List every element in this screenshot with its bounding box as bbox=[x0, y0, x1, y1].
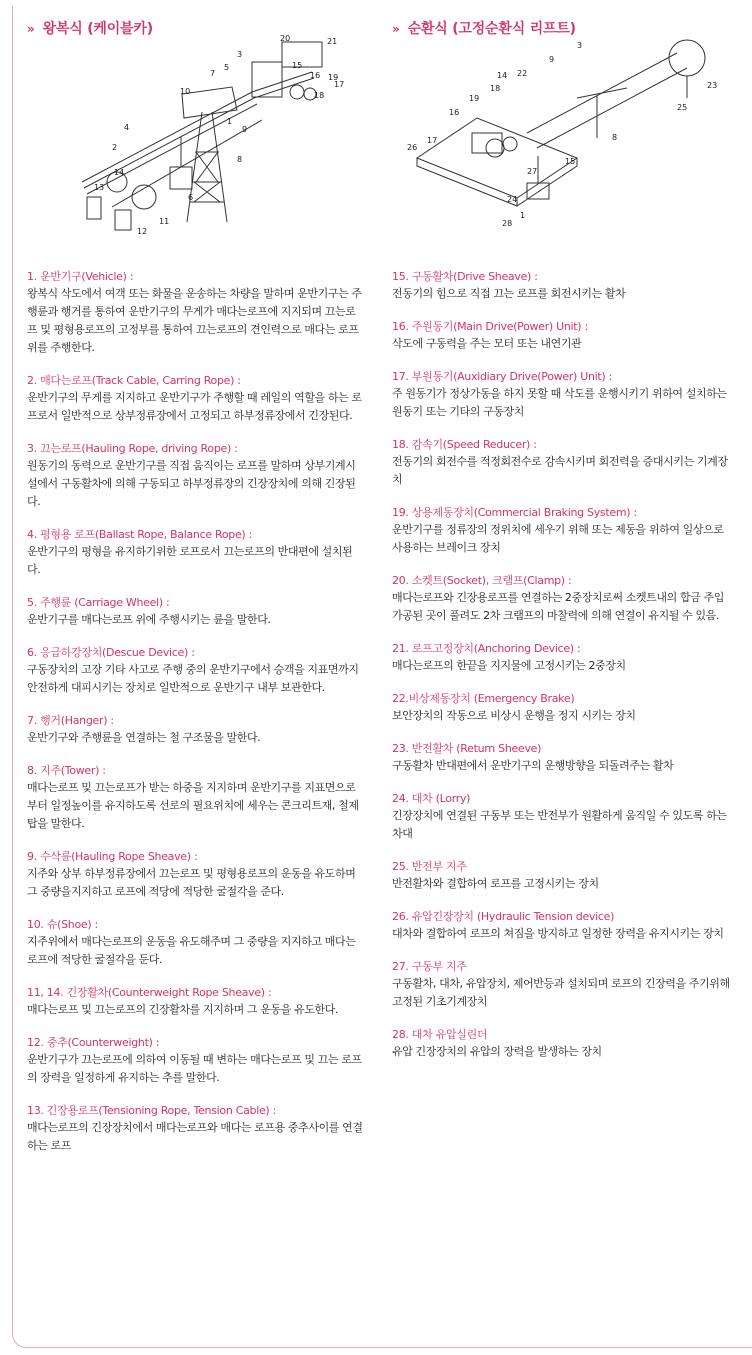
list-item bbox=[27, 372, 365, 425]
diagram-label-23: 23 bbox=[707, 81, 718, 90]
list-item bbox=[392, 908, 732, 943]
item-head: 11, 14. 긴장활차(Counterweight Rope Sheave) : bbox=[27, 986, 272, 999]
item-head: 26. 유압긴장장치 (Hydraulic Tension device) bbox=[392, 910, 615, 923]
diagram-label-26: 26 bbox=[407, 143, 418, 152]
item-body: 전동기의 힘으로 직접 끄는 로프를 회전시키는 활차 bbox=[392, 287, 626, 300]
diagram-label-1: 1 bbox=[520, 211, 526, 220]
gear-circle bbox=[503, 137, 517, 151]
item-body: 구동활차 반대편에서 운반기구의 운행방향을 되돌려주는 활차 bbox=[392, 759, 674, 772]
item-head: 13. 긴장용로프(Tensioning Rope, Tension Cable) : bbox=[27, 1104, 277, 1117]
diagram-label-16: 16 bbox=[310, 71, 321, 80]
list-item bbox=[27, 644, 365, 697]
item-head: 9. 수삭륜(Hauling Rope Sheave) : bbox=[27, 850, 198, 863]
reducer-circle bbox=[486, 139, 504, 157]
diagram-label-5: 5 bbox=[224, 63, 230, 72]
list-item bbox=[27, 712, 365, 747]
list-item bbox=[27, 594, 365, 629]
diagram-label-9: 9 bbox=[242, 125, 248, 134]
diagram-label-4: 4 bbox=[124, 123, 130, 132]
item-body: 운반기구를 정류장의 정위치에 세우기 위해 또는 제동을 위하여 일상으로 사용하는 브레이크 장치 bbox=[392, 523, 724, 554]
list-item bbox=[392, 368, 732, 421]
diagram-label-1: 1 bbox=[227, 117, 233, 126]
item-body: 구동장치의 고장 기타 사고로 주행 중의 운반기구에서 승객을 지표면까지 안전하게 대피시키는 장치로 일반적으로 운반기구 내부 보관한다. bbox=[27, 663, 359, 694]
item-head: 22.비상제동장치 (Emergency Brake) bbox=[392, 692, 575, 705]
diagram-label-27: 27 bbox=[527, 167, 538, 176]
list-item bbox=[392, 572, 732, 625]
item-head: 10. 슈(Shoe) : bbox=[27, 918, 98, 931]
diagram-label-21: 21 bbox=[327, 37, 338, 46]
diagram-label-19: 19 bbox=[469, 94, 480, 103]
right-item-list bbox=[392, 268, 732, 1076]
right-section-title bbox=[392, 18, 576, 38]
diagram-label-15: 15 bbox=[565, 157, 576, 166]
diagram-label-17: 17 bbox=[427, 136, 438, 145]
diagram-label-24: 24 bbox=[507, 195, 518, 204]
item-body: 유압 긴장장치의 유압의 장력을 발생하는 장치 bbox=[392, 1045, 602, 1058]
diagram-label-15: 15 bbox=[292, 61, 303, 70]
item-body: 매다는로프의 한끝을 지지물에 고정시키는 2중장치 bbox=[392, 659, 626, 672]
item-body: 운반기구의 평형을 유지하기위한 로프로서 끄는로프의 반대편에 설치된다. bbox=[27, 545, 353, 576]
list-item bbox=[27, 916, 365, 969]
item-body: 지주와 상부 하부정류장에서 끄는로프 및 평형용로프의 운동을 유도하며 그 중량을지지하고 로프에 적당에 적당한 굴절각을 준다. bbox=[27, 867, 356, 898]
item-head: 21. 로프고정장치(Anchoring Device) : bbox=[392, 642, 581, 655]
base-frame-side bbox=[417, 158, 577, 206]
list-item bbox=[392, 690, 732, 725]
item-head: 24. 대차 (Lorry) bbox=[392, 792, 471, 805]
item-head: 18. 감속기(Speed Reducer) : bbox=[392, 438, 537, 451]
item-head: 17. 부원동기(Auxidiary Drive(Power) Unit) : bbox=[392, 370, 613, 383]
item-body: 삭도에 구동력을 주는 모터 또는 내연기관 bbox=[392, 337, 582, 350]
list-item bbox=[392, 1026, 732, 1061]
list-item bbox=[27, 1034, 365, 1087]
diagram-label-18: 18 bbox=[314, 91, 325, 100]
diagram-label-14: 14 bbox=[114, 168, 125, 177]
item-head: 7. 행거(Hanger) : bbox=[27, 714, 114, 727]
item-body: 매다는로프의 긴장장치에서 매다는로프와 매다는 로프용 중추사이를 연결하는 로프 bbox=[27, 1121, 363, 1152]
list-item bbox=[392, 790, 732, 843]
item-body: 지주위에서 매다는로프의 운동을 유도해주며 그 중량을 지지하고 매다는로프에 적당한 굴절각을 둔다. bbox=[27, 935, 356, 966]
diagram-label-3: 3 bbox=[577, 41, 583, 50]
item-head: 19. 상용제동장치(Commercial Braking System) : bbox=[392, 506, 637, 519]
item-head: 5. 주행륜 (Carriage Wheel) : bbox=[27, 596, 170, 609]
item-head: 1. 운반기구(Vehicle) : bbox=[27, 270, 134, 283]
item-head: 6. 응급하강장치(Descue Device) : bbox=[27, 646, 195, 659]
diagram-label-13: 13 bbox=[94, 183, 105, 192]
item-body: 매다는로프와 긴장용로프를 연결하는 2중장치로써 소켓트내의 합금 주입 가공된 곳이 풀려도 2차 크램프의 마찰력에 의해 연결이 유지될 수 있음. bbox=[392, 591, 724, 622]
item-body: 운반기구를 매다는로프 위에 주행시키는 륜을 말한다. bbox=[27, 613, 271, 626]
item-head: 2. 매다는로프(Track Cable, Carring Rope) : bbox=[27, 374, 241, 387]
item-body: 운반기구의 무게를 지지하고 운반기구가 주행할 때 레일의 역할을 하는 로프로서 일반적으로 상부정류장에서 고정되고 하부정류장에서 긴장된다. bbox=[27, 391, 362, 422]
list-item bbox=[27, 762, 365, 833]
diagram-label-6: 6 bbox=[188, 193, 194, 202]
diagram-label-28: 28 bbox=[502, 219, 513, 228]
counterweight-box-1 bbox=[87, 197, 101, 219]
diagram-label-12: 12 bbox=[137, 227, 148, 236]
item-body: 매다는로프 및 끄는로프의 긴장활차를 지지하며 그 운동을 유도한다. bbox=[27, 1003, 339, 1016]
item-head: 3. 끄는로프(Hauling Rope, driving Rope) : bbox=[27, 442, 238, 455]
left-title-text: 왕복식 (케이블카) bbox=[42, 21, 153, 37]
diagram-label-2: 2 bbox=[112, 143, 118, 152]
diagram-label-10: 10 bbox=[180, 87, 191, 96]
item-head: 25. 반전부 지주 bbox=[392, 860, 467, 873]
list-item bbox=[27, 526, 365, 579]
right-title-text: 순환식 (고정순환식 리프트) bbox=[407, 21, 576, 37]
list-item bbox=[392, 268, 732, 303]
cabin-shape bbox=[170, 167, 192, 189]
list-item bbox=[392, 318, 732, 353]
item-head: 4. 평형용 로프(Ballast Rope, Balance Rope) : bbox=[27, 528, 253, 541]
item-body: 매다는로프 및 끄는로프가 받는 하중을 지지하며 운반기구를 지표면으로부터 일정높이를 유지하도록 선로의 필요위치에 세우는 콘크리트재, 철제 탑을 말한다. bbox=[27, 781, 359, 830]
item-head: 28. 대차 유압실린더 bbox=[392, 1028, 488, 1041]
list-item bbox=[392, 640, 732, 675]
list-item bbox=[27, 848, 365, 901]
item-head: 12. 중추(Counterweight) : bbox=[27, 1036, 160, 1049]
item-head: 27. 구동부 지주 bbox=[392, 960, 467, 973]
list-item bbox=[27, 440, 365, 511]
diagram-label-17: 17 bbox=[334, 80, 345, 89]
list-item bbox=[27, 1102, 365, 1155]
item-body: 보안장치의 작동으로 비상시 운행을 정지 시키는 장치 bbox=[392, 709, 636, 722]
item-head: 23. 반전활차 (Return Sheeve) bbox=[392, 742, 542, 755]
list-item bbox=[27, 268, 365, 357]
diagram-label-7: 7 bbox=[210, 69, 216, 78]
item-body: 주 원동기가 정상가동을 하지 못할 때 삭도를 운행시키기 위하여 설치하는 원동기 또는 기타의 구동장치 bbox=[392, 387, 727, 418]
item-body: 대차와 결합하여 로프의 쳐짐을 방지하고 일정한 장력을 유지시키는 장치 bbox=[392, 927, 724, 940]
double-chevron-icon: » bbox=[392, 22, 400, 36]
diagram-label-9: 9 bbox=[549, 55, 555, 64]
machine-house bbox=[252, 62, 282, 97]
item-head: 8. 지주(Tower) : bbox=[27, 764, 106, 777]
item-body: 구동활차, 대차, 유압장치, 제어반등과 설치되며 로프의 긴장력을 주기위해 고정된 기초기계장치 bbox=[392, 977, 730, 1008]
list-item bbox=[392, 504, 732, 557]
list-item bbox=[392, 958, 732, 1011]
list-item bbox=[392, 858, 732, 893]
list-item bbox=[392, 436, 732, 489]
item-body: 운반기구가 끄는로프에 의하여 이동될 때 변하는 매다는로프 및 끄는 로프의 장력을 일정하게 유지하는 추를 말한다. bbox=[27, 1053, 362, 1084]
diagram-label-8: 8 bbox=[237, 155, 243, 164]
diagram-label-14: 14 bbox=[497, 71, 508, 80]
item-head: 15. 구동활차(Drive Sheave) : bbox=[392, 270, 538, 283]
item-body: 운반기구와 주행륜을 연결하는 철 구조물을 말한다. bbox=[27, 731, 261, 744]
diagram-label-20: 20 bbox=[280, 34, 291, 43]
cable-car-diagram bbox=[52, 32, 345, 242]
list-item bbox=[27, 984, 365, 1019]
diagram-label-3: 3 bbox=[237, 50, 243, 59]
diagram-label-16: 16 bbox=[449, 108, 460, 117]
item-body: 원동기의 동력으로 운반기구를 직접 움직이는 로프를 말하며 상부기계시설에서 구동활차에 의해 구동되고 하부정류장의 긴장장치에 의해 긴장된다. bbox=[27, 459, 356, 508]
drive-sheave-circle bbox=[290, 85, 304, 99]
list-item bbox=[392, 740, 732, 775]
diagram-label-25: 25 bbox=[677, 103, 688, 112]
item-body: 반전활차와 결합하여 로프를 고정시키는 장치 bbox=[392, 877, 599, 890]
diagram-label-18: 18 bbox=[490, 84, 501, 93]
diagram-label-19: 19 bbox=[328, 73, 339, 82]
diagram-label-22: 22 bbox=[517, 69, 528, 78]
base-frame bbox=[417, 118, 577, 198]
item-body: 전동기의 회전수를 적정회전수로 감속시키며 회전력을 증대시키는 기계장치 bbox=[392, 455, 728, 486]
tower-structure bbox=[187, 112, 227, 222]
left-item-list bbox=[27, 268, 365, 1170]
track-rope-line bbox=[82, 72, 312, 182]
item-body: 긴장장치에 연결된 구동부 또는 반전부가 원활하게 움직일 수 있도록 하는 차대 bbox=[392, 809, 727, 840]
diagram-label-11: 11 bbox=[159, 217, 170, 226]
double-chevron-icon: » bbox=[27, 22, 35, 36]
item-body: 왕복식 삭도에서 여객 또는 화물을 운송하는 차량을 말하며 운반기구는 주행륜과 행거를 통하여 운반기구의 무게가 매다는로프에 지지되며 끄는로프 및 평형용로프의 고정부를 통하여 끄는로프의 견인력으로 매다는 로프위를 주행한다. bbox=[27, 287, 362, 354]
return-sheave-circle bbox=[669, 40, 705, 76]
item-head: 16. 주원동기(Main Drive(Power) Unit) : bbox=[392, 320, 588, 333]
item-head: 20. 소켓트(Socket), 크램프(Clamp) : bbox=[392, 574, 572, 587]
diagram-label-8: 8 bbox=[612, 133, 618, 142]
tower-head bbox=[182, 87, 237, 118]
chair-lift-diagram bbox=[397, 38, 727, 233]
counterweight-box-2 bbox=[115, 210, 131, 230]
